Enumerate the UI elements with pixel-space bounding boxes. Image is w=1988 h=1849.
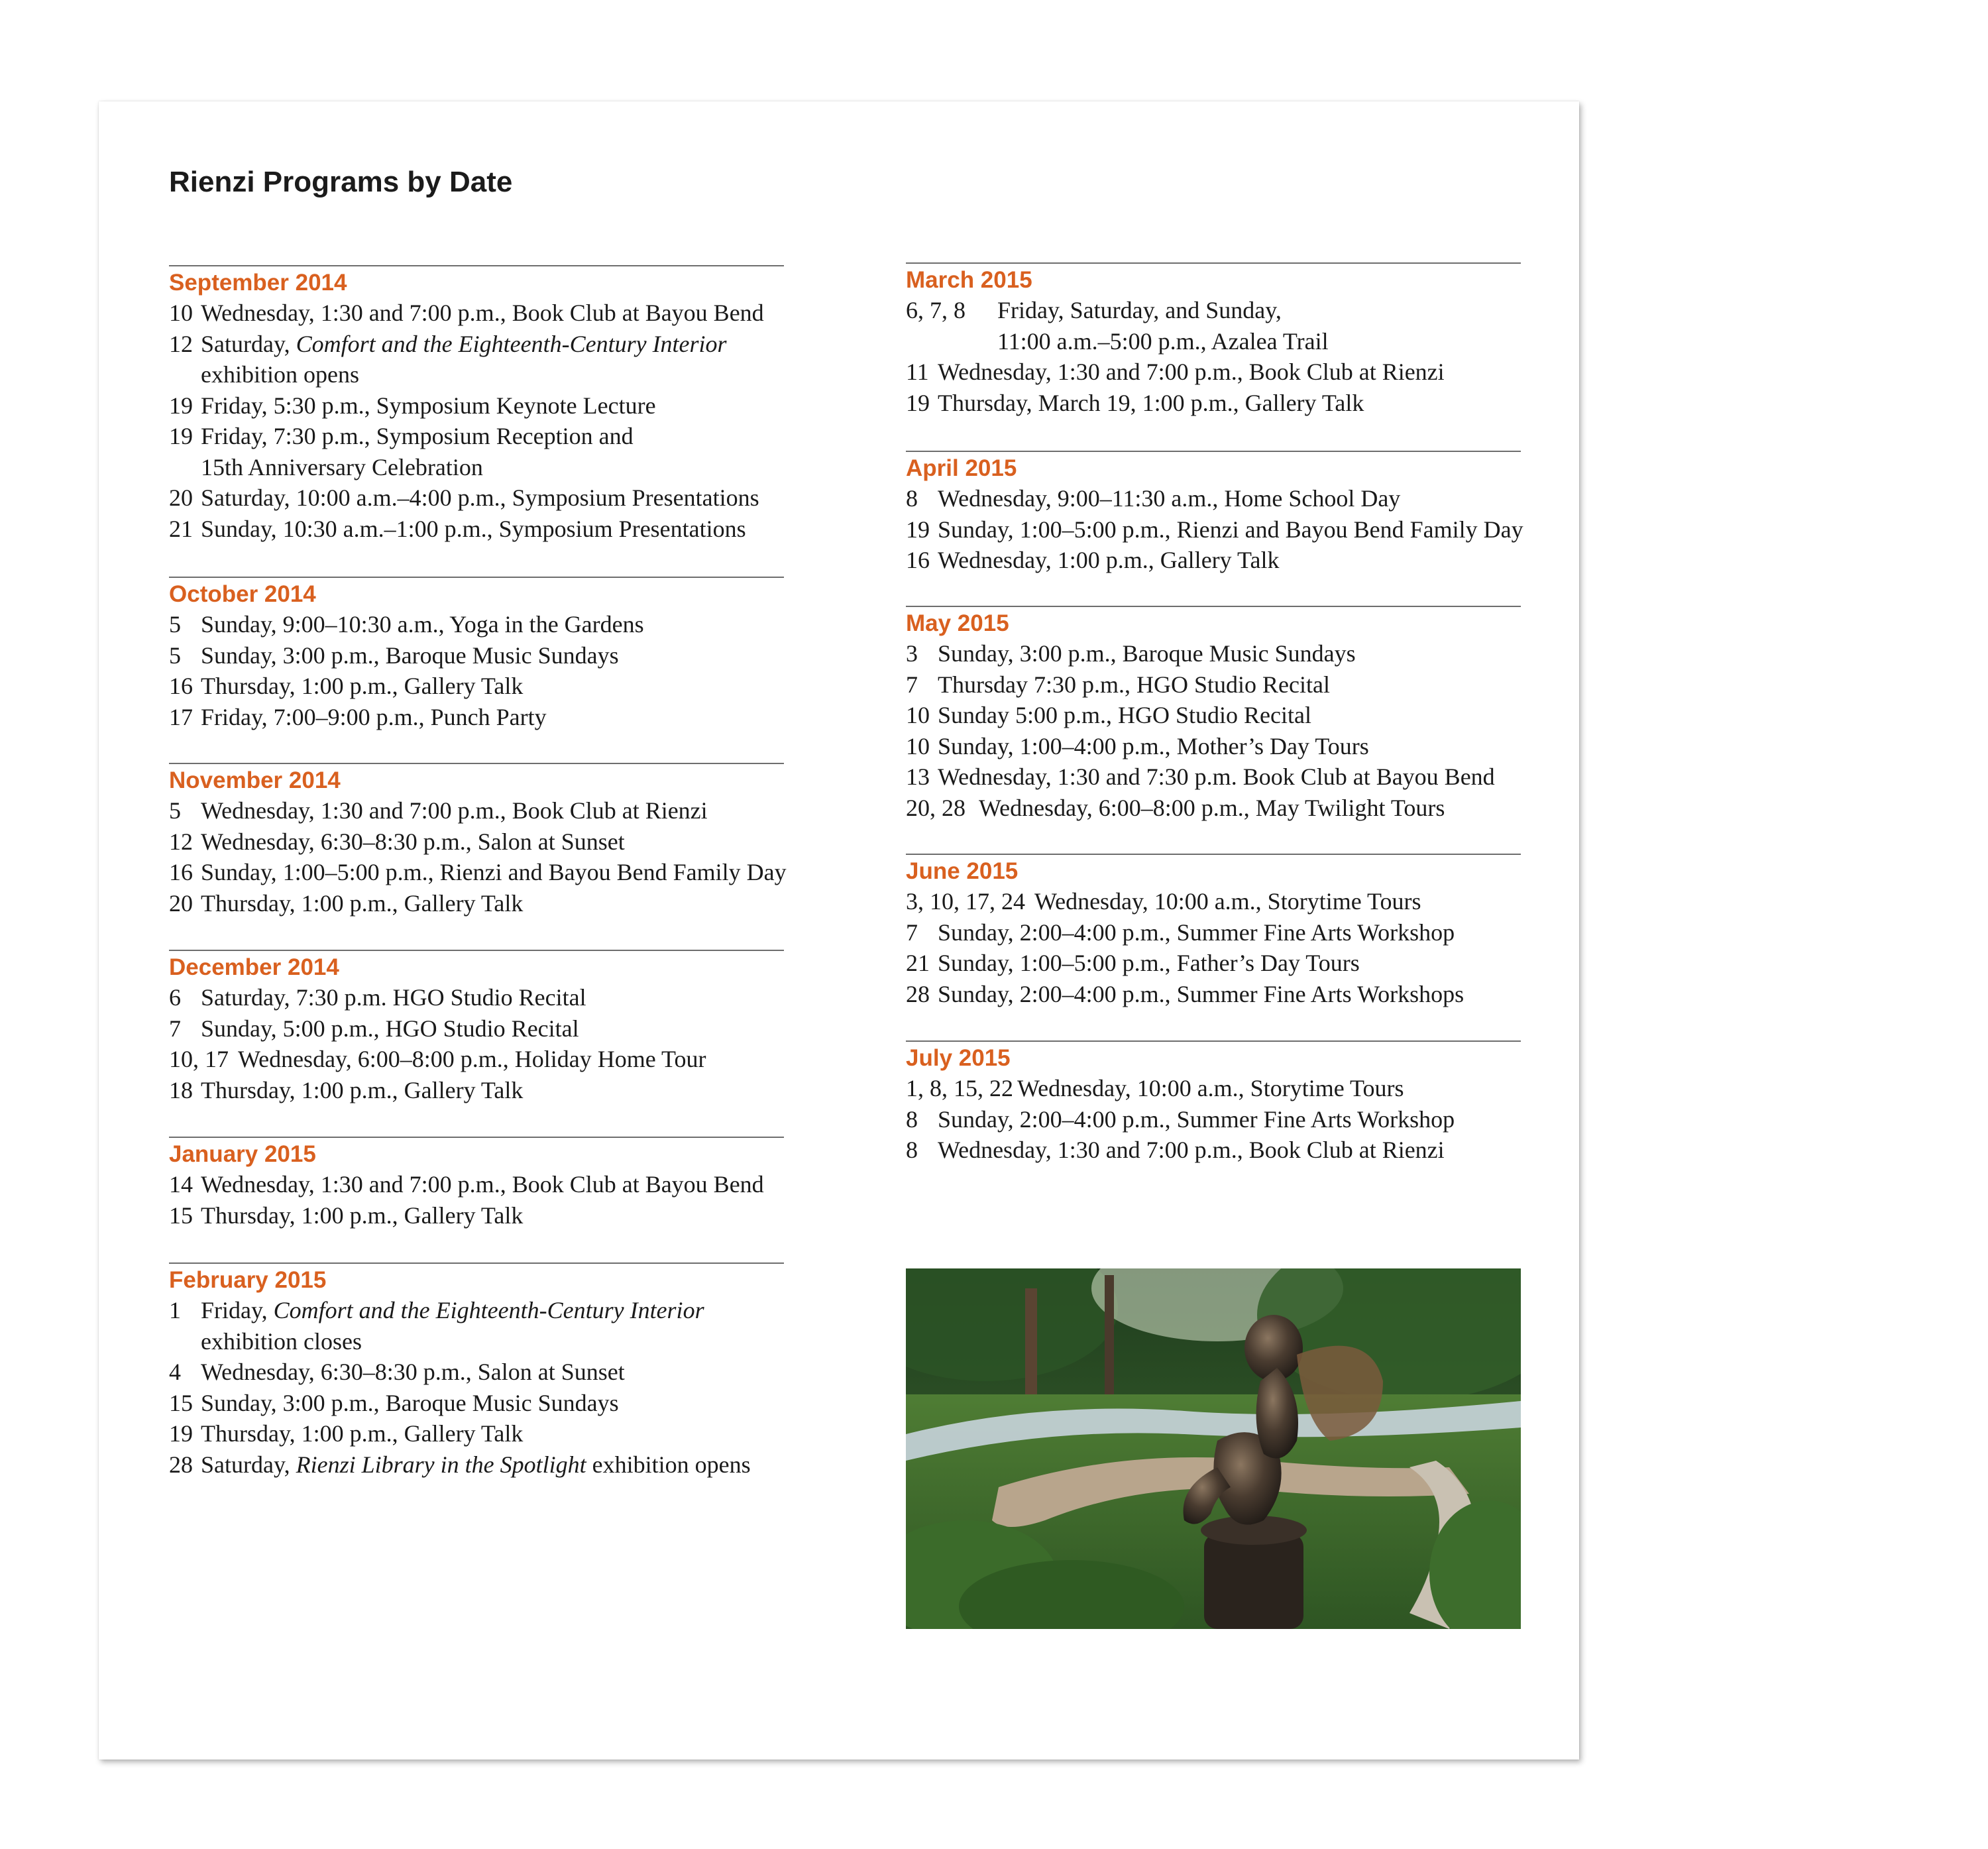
event-date: 8 (906, 1105, 918, 1133)
event-text: Sunday, 3:00 p.m., Baroque Music Sundays (201, 642, 619, 669)
event-text: Thursday, March 19, 1:00 p.m., Gallery Talk (938, 389, 1364, 416)
event-entry (169, 390, 784, 421)
event-entry (169, 1044, 784, 1075)
event-date: 10 (906, 702, 930, 728)
event-date: 20 (169, 484, 193, 511)
event-date: 7 (906, 671, 918, 698)
month-section-june-2015 (906, 854, 1521, 1009)
event-date: 10 (906, 732, 930, 759)
event-entry (169, 1169, 784, 1200)
event-text: Friday, 5:30 p.m., Symposium Keynote Lecture (201, 392, 656, 419)
event-date: 7 (906, 919, 918, 946)
event-date: 7 (169, 1015, 181, 1042)
event-entry (906, 514, 1521, 545)
event-text: Thursday, 1:00 p.m., Gallery Talk (201, 1420, 524, 1447)
event-text: Thursday 7:30 p.m., HGO Studio Recital (938, 671, 1330, 698)
month-heading: March 2015 (906, 267, 1032, 293)
event-date: 8 (906, 485, 918, 512)
event-entry (169, 826, 784, 858)
event-text: Sunday, 10:30 a.m.–1:00 p.m., Symposium Presentations (201, 515, 746, 542)
event-entry (906, 295, 1521, 357)
event-date: 1 (169, 1297, 181, 1323)
event-date: 20 (169, 889, 193, 917)
garden-sculpture-illustration (906, 1268, 1521, 1629)
event-text: Friday, (201, 1297, 268, 1323)
section-divider (906, 451, 1521, 452)
section-divider (169, 577, 784, 578)
event-text: Saturday, (201, 1451, 290, 1478)
event-entry (906, 761, 1521, 793)
event-text-suffix: exhibition opens (592, 1451, 751, 1478)
event-entry (906, 545, 1521, 576)
event-date: 3 (906, 640, 918, 667)
event-text: Thursday, 1:00 p.m., Gallery Talk (201, 1076, 524, 1103)
event-entry (169, 421, 784, 482)
section-divider (906, 1040, 1521, 1042)
event-entry (169, 1075, 784, 1106)
event-text: Sunday, 1:00–5:00 p.m., Father’s Day Tours (938, 950, 1360, 976)
month-section-march-2015 (906, 262, 1521, 418)
event-date: 16 (169, 673, 193, 699)
event-text-continued: 11:00 a.m.–5:00 p.m., Azalea Trail (997, 327, 1329, 355)
event-text: Sunday, 9:00–10:30 a.m., Yoga in the Gardens (201, 611, 644, 638)
event-entry (169, 1357, 784, 1388)
month-heading: February 2015 (169, 1267, 327, 1293)
event-date: 12 (169, 828, 193, 855)
event-date: 6, 7, 8 (906, 297, 966, 323)
event-text: Sunday, 2:00–4:00 p.m., Summer Fine Arts Workshop (938, 919, 1455, 946)
event-date: 13 (906, 763, 930, 790)
month-heading: December 2014 (169, 954, 339, 980)
event-date: 19 (169, 392, 193, 419)
event-entry (169, 640, 784, 671)
event-text: Sunday, 1:00–4:00 p.m., Mother’s Day Tours (938, 732, 1369, 759)
event-entry (906, 979, 1521, 1010)
event-entry (169, 1388, 784, 1419)
section-divider (169, 950, 784, 951)
event-date: 3, 10, 17, 24 (906, 888, 1025, 915)
event-text: Wednesday, 1:30 and 7:30 p.m. Book Club at Bayou Bend (938, 763, 1495, 790)
event-entry (169, 702, 784, 733)
event-text: Wednesday, 6:00–8:00 p.m., Holiday Home Tour (238, 1046, 706, 1072)
event-text: Wednesday, 1:30 and 7:00 p.m., Book Club at Rienzi (201, 797, 708, 824)
page-title: Rienzi Programs by Date (169, 166, 513, 198)
event-entry (169, 298, 784, 329)
event-text: Wednesday, 1:30 and 7:00 p.m., Book Club at Bayou Bend (201, 300, 764, 326)
section-divider (906, 606, 1521, 607)
event-text: Saturday, 10:00 a.m.–4:00 p.m., Symposium Presentations (201, 484, 759, 511)
month-section-october-2014 (169, 577, 784, 732)
event-text: Sunday, 3:00 p.m., Baroque Music Sundays (201, 1389, 619, 1416)
event-text: Sunday, 1:00–5:00 p.m., Rienzi and Bayou Bend Family Day (938, 516, 1523, 543)
event-entry (169, 857, 787, 888)
event-date: 6 (169, 984, 181, 1011)
month-section-december-2014 (169, 950, 784, 1105)
month-section-november-2014 (169, 763, 787, 919)
event-entry (169, 1295, 784, 1357)
event-text: Wednesday, 1:00 p.m., Gallery Talk (938, 547, 1280, 573)
event-entry (906, 793, 1521, 824)
event-date: 15 (169, 1202, 193, 1229)
event-date: 11 (906, 359, 929, 385)
month-section-april-2015 (906, 451, 1521, 576)
event-date: 19 (906, 516, 930, 543)
event-text: Wednesday, 6:30–8:30 p.m., Salon at Sunset (201, 828, 625, 855)
month-heading: June 2015 (906, 858, 1019, 884)
event-text-continued: 15th Anniversary Celebration (201, 453, 483, 480)
event-date: 8 (906, 1137, 918, 1163)
event-text: Wednesday, 10:00 a.m., Storytime Tours (1034, 888, 1421, 915)
event-date: 1, 8, 15, 22 (906, 1075, 1013, 1101)
month-heading: October 2014 (169, 581, 316, 607)
event-text: Wednesday, 6:30–8:30 p.m., Salon at Sunset (201, 1359, 625, 1385)
event-entry (906, 483, 1521, 514)
section-divider (906, 262, 1521, 264)
event-entry (169, 329, 784, 390)
event-entry (906, 917, 1521, 948)
event-text: Friday, 7:30 p.m., Symposium Reception and (201, 423, 634, 449)
event-date: 10 (169, 300, 193, 326)
event-text: Saturday, (201, 330, 290, 357)
month-section-july-2015 (906, 1040, 1521, 1166)
event-date: 28 (169, 1451, 193, 1478)
event-text: Sunday, 2:00–4:00 p.m., Summer Fine Arts Workshops (938, 980, 1464, 1007)
event-text: Sunday 5:00 p.m., HGO Studio Recital (938, 702, 1311, 728)
event-text: Sunday, 5:00 p.m., HGO Studio Recital (201, 1015, 579, 1042)
event-entry (906, 700, 1521, 731)
event-entry (169, 1449, 784, 1481)
event-entry (169, 982, 784, 1013)
event-date: 17 (169, 703, 193, 730)
event-entry (906, 357, 1521, 388)
event-date: 28 (906, 980, 930, 1007)
event-text: Wednesday, 1:30 and 7:00 p.m., Book Club at Rienzi (938, 359, 1445, 385)
event-text-continued: exhibition opens (201, 361, 359, 388)
event-text: Wednesday, 1:30 and 7:00 p.m., Book Club at Rienzi (938, 1137, 1445, 1163)
event-text: Wednesday, 1:30 and 7:00 p.m., Book Club at Bayou Bend (201, 1171, 764, 1198)
event-date: 15 (169, 1389, 193, 1416)
event-date: 10, 17 (169, 1046, 229, 1072)
event-text: Friday, 7:00–9:00 p.m., Punch Party (201, 703, 547, 730)
event-entry (906, 1104, 1521, 1135)
event-entry (906, 1135, 1521, 1166)
event-date: 18 (169, 1076, 193, 1103)
event-date: 12 (169, 330, 193, 357)
event-entry (169, 609, 784, 640)
section-divider (169, 1262, 784, 1264)
event-date: 5 (169, 797, 181, 824)
event-text: Friday, Saturday, and Sunday, (997, 297, 1282, 323)
event-date: 19 (906, 389, 930, 416)
section-divider (169, 1137, 784, 1138)
event-date: 21 (169, 515, 193, 542)
event-text: Wednesday, 10:00 a.m., Storytime Tours (1017, 1075, 1404, 1101)
event-date: 5 (169, 642, 181, 669)
event-entry (169, 888, 784, 919)
month-section-january-2015 (169, 1137, 784, 1231)
event-text: Sunday, 2:00–4:00 p.m., Summer Fine Arts Workshop (938, 1105, 1455, 1133)
event-entry (169, 1418, 784, 1449)
event-date: 19 (169, 423, 193, 449)
month-heading: September 2014 (169, 270, 347, 296)
month-section-may-2015 (906, 606, 1521, 823)
month-section-september-2014 (169, 265, 784, 544)
event-entry (906, 948, 1521, 979)
event-entry (169, 671, 784, 702)
event-entry (169, 482, 784, 514)
exhibition-title: Comfort and the Eighteenth-Century Interior (273, 1297, 704, 1323)
event-entry (906, 886, 1521, 917)
event-text: Thursday, 1:00 p.m., Gallery Talk (201, 673, 524, 699)
event-date: 19 (169, 1420, 193, 1447)
event-date: 4 (169, 1359, 181, 1385)
event-entry (906, 731, 1521, 762)
event-text: Thursday, 1:00 p.m., Gallery Talk (201, 889, 524, 917)
event-text: Sunday, 1:00–5:00 p.m., Rienzi and Bayou Bend Family Day (201, 859, 787, 885)
event-text: Wednesday, 9:00–11:30 a.m., Home School Day (938, 485, 1401, 512)
month-heading: November 2014 (169, 767, 341, 793)
event-entry (169, 1200, 784, 1231)
event-entry (906, 1073, 1521, 1104)
month-heading: July 2015 (906, 1045, 1011, 1071)
garden-sculpture-photo (906, 1268, 1521, 1629)
month-section-february-2015 (169, 1262, 784, 1480)
event-text: Wednesday, 6:00–8:00 p.m., May Twilight Tours (979, 794, 1445, 821)
event-date: 21 (906, 950, 930, 976)
event-date: 16 (169, 859, 193, 885)
event-date: 5 (169, 611, 181, 638)
month-heading: January 2015 (169, 1141, 316, 1167)
month-heading: April 2015 (906, 455, 1017, 481)
section-divider (169, 763, 784, 764)
event-text: Saturday, 7:30 p.m. HGO Studio Recital (201, 984, 586, 1011)
event-entry (906, 638, 1521, 669)
section-divider (906, 854, 1521, 855)
event-entry (906, 669, 1521, 700)
event-entry (169, 514, 784, 545)
month-heading: May 2015 (906, 610, 1009, 636)
event-text: Thursday, 1:00 p.m., Gallery Talk (201, 1202, 524, 1229)
event-date: 14 (169, 1171, 193, 1198)
section-divider (169, 265, 784, 266)
event-text: Sunday, 3:00 p.m., Baroque Music Sundays (938, 640, 1356, 667)
event-date: 20, 28 (906, 794, 966, 821)
event-date: 16 (906, 547, 930, 573)
event-entry (169, 1013, 784, 1044)
exhibition-title: Rienzi Library in the Spotlight (296, 1451, 586, 1478)
event-text-continued: exhibition closes (201, 1327, 362, 1355)
exhibition-title: Comfort and the Eighteenth-Century Interior (296, 330, 727, 357)
event-entry (906, 388, 1521, 419)
event-entry (169, 795, 784, 826)
